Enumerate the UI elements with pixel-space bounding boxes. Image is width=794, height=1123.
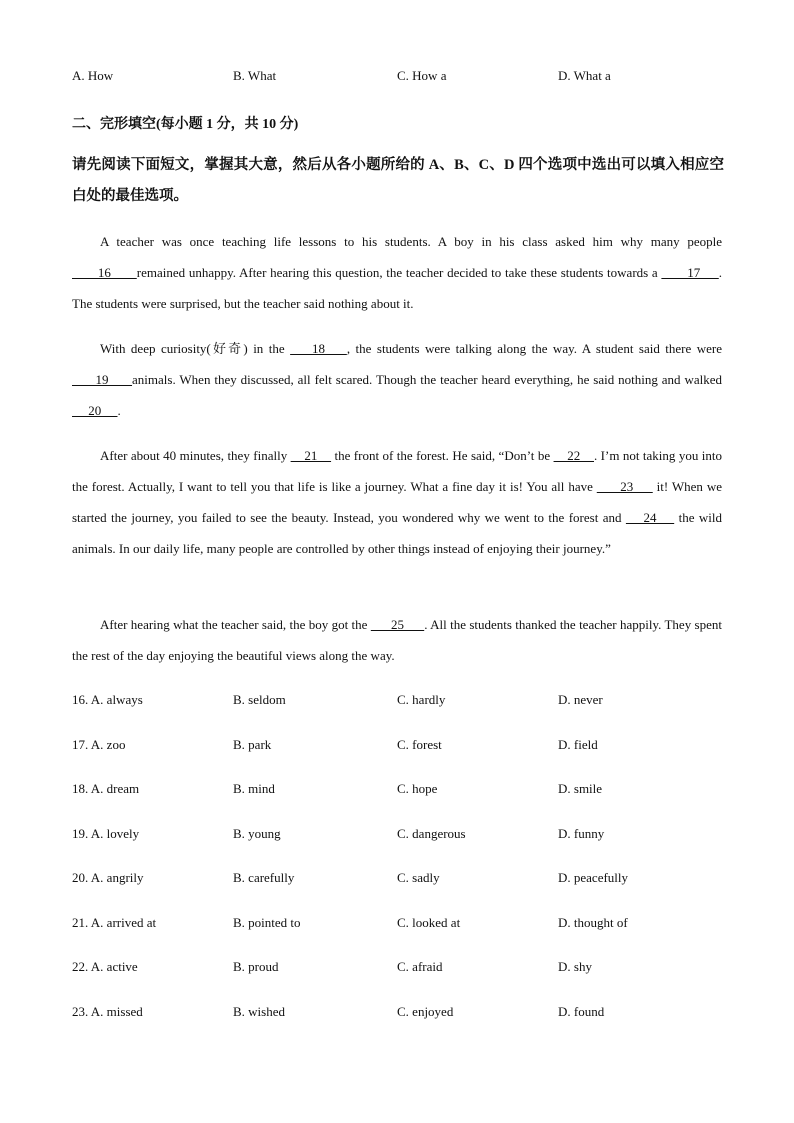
paragraph-text: animals. When they discussed, all felt scared. Though the teacher heard everything, he said nothing and walked xyxy=(132,372,723,387)
question-18-options xyxy=(72,781,732,799)
option-c: C. hope xyxy=(397,781,438,796)
option-b: B. wished xyxy=(233,1004,285,1019)
option-a: A. How xyxy=(72,68,114,83)
paragraph-text: . I’m not taking you into the forest. Actually, I want to tell you that life is like a journey. What a fine day it is! You all have xyxy=(72,448,722,494)
option-c: C. forest xyxy=(397,737,442,752)
option-d: D. shy xyxy=(558,959,592,974)
option-b: B. young xyxy=(233,826,281,841)
option-a: 20. A. angrily xyxy=(72,870,144,885)
option-a: 16. A. always xyxy=(72,692,143,707)
paragraph-text: . The students were surprised, but the teacher said nothing about it. xyxy=(72,265,723,311)
passage-paragraph-1 xyxy=(72,226,722,319)
paragraph-text: After about 40 minutes, they finally xyxy=(100,448,291,463)
blank-25: 25 xyxy=(370,617,425,632)
option-c: C. enjoyed xyxy=(397,1004,454,1019)
option-a: 18. A. dream xyxy=(72,781,140,796)
section-title: 二、完形填空(每小题 1 分，共 10 分) xyxy=(72,117,299,132)
blank-20: 20 xyxy=(72,403,118,418)
blank-24: 24 xyxy=(625,510,675,525)
option-b: B. What xyxy=(233,68,277,83)
option-c: C. hardly xyxy=(397,692,446,707)
option-d: D. peacefully xyxy=(558,870,629,885)
option-b: B. proud xyxy=(233,959,279,974)
paragraph-text: the front of the forest. He said, “Don’t be xyxy=(331,448,554,463)
option-b: B. carefully xyxy=(233,870,295,885)
paragraph-text: remained unhappy. After hearing this question, the teacher decided to take these students towards a xyxy=(136,265,662,280)
paragraph-text: , the students were talking along the way. A student said there were xyxy=(346,341,722,356)
passage-paragraph-4 xyxy=(72,609,722,671)
option-a: 19. A. lovely xyxy=(72,826,140,841)
option-c: C. afraid xyxy=(397,959,443,974)
option-b: B. seldom xyxy=(233,692,286,707)
option-c: C. sadly xyxy=(397,870,440,885)
paragraph-text: it! When we started the journey, you failed to see the beauty. Instead, you wondered why we went to the forest and xyxy=(72,479,722,525)
option-d: D. What a xyxy=(558,68,611,83)
question-17-options xyxy=(72,737,732,755)
option-b: B. park xyxy=(233,737,272,752)
passage-paragraph-2 xyxy=(72,333,722,426)
option-c: C. How a xyxy=(397,68,447,83)
question-21-options xyxy=(72,915,732,933)
question-16-options xyxy=(72,692,732,710)
option-a: 17. A. zoo xyxy=(72,737,126,752)
option-d: D. found xyxy=(558,1004,605,1019)
question-22-options xyxy=(72,959,732,977)
passage-paragraph-3 xyxy=(72,440,722,564)
option-b: B. pointed to xyxy=(233,915,301,930)
paragraph-text: After hearing what the teacher said, the boy got the xyxy=(100,617,371,632)
option-d: D. never xyxy=(558,692,603,707)
question-19-options xyxy=(72,826,732,844)
option-d: D. thought of xyxy=(558,915,628,930)
paragraph-text: the wild animals. In our daily life, many people are controlled by other things instead of enjoying their journey.” xyxy=(72,510,723,556)
option-d: D. field xyxy=(558,737,598,752)
option-b: B. mind xyxy=(233,781,275,796)
paragraph-text: . All the students thanked the teacher happily. They spent the rest of the day enjoying the beautiful views along the way. xyxy=(72,617,723,663)
blank-16: 16 xyxy=(72,265,137,280)
option-c: C. looked at xyxy=(397,915,461,930)
blank-23: 23 xyxy=(596,479,653,494)
option-a: 23. A. missed xyxy=(72,1004,143,1019)
option-c: C. dangerous xyxy=(397,826,466,841)
blank-17: 17 xyxy=(661,265,719,280)
option-d: D. funny xyxy=(558,826,605,841)
section-instruction: 请先阅读下面短文，掌握其大意，然后从各小题所给的 A、B、C、D 四个选项中选出可以填入相应空白处的最佳选项。 xyxy=(72,157,724,204)
previous-question-options xyxy=(72,68,732,86)
option-d: D. smile xyxy=(558,781,603,796)
paragraph-text: A teacher was once teaching life lessons to his students. A boy in his class asked him why many people xyxy=(100,234,722,249)
blank-22: 22 xyxy=(553,448,594,463)
blank-21: 21 xyxy=(290,448,332,463)
option-a: 21. A. arrived at xyxy=(72,915,157,930)
blank-19: 19 xyxy=(72,372,133,387)
paragraph-text: With deep curiosity(好奇) in the xyxy=(100,341,291,356)
paragraph-text: . xyxy=(117,403,121,418)
question-23-options xyxy=(72,1004,732,1022)
blank-18: 18 xyxy=(290,341,347,356)
option-a: 22. A. active xyxy=(72,959,138,974)
question-20-options xyxy=(72,870,732,888)
